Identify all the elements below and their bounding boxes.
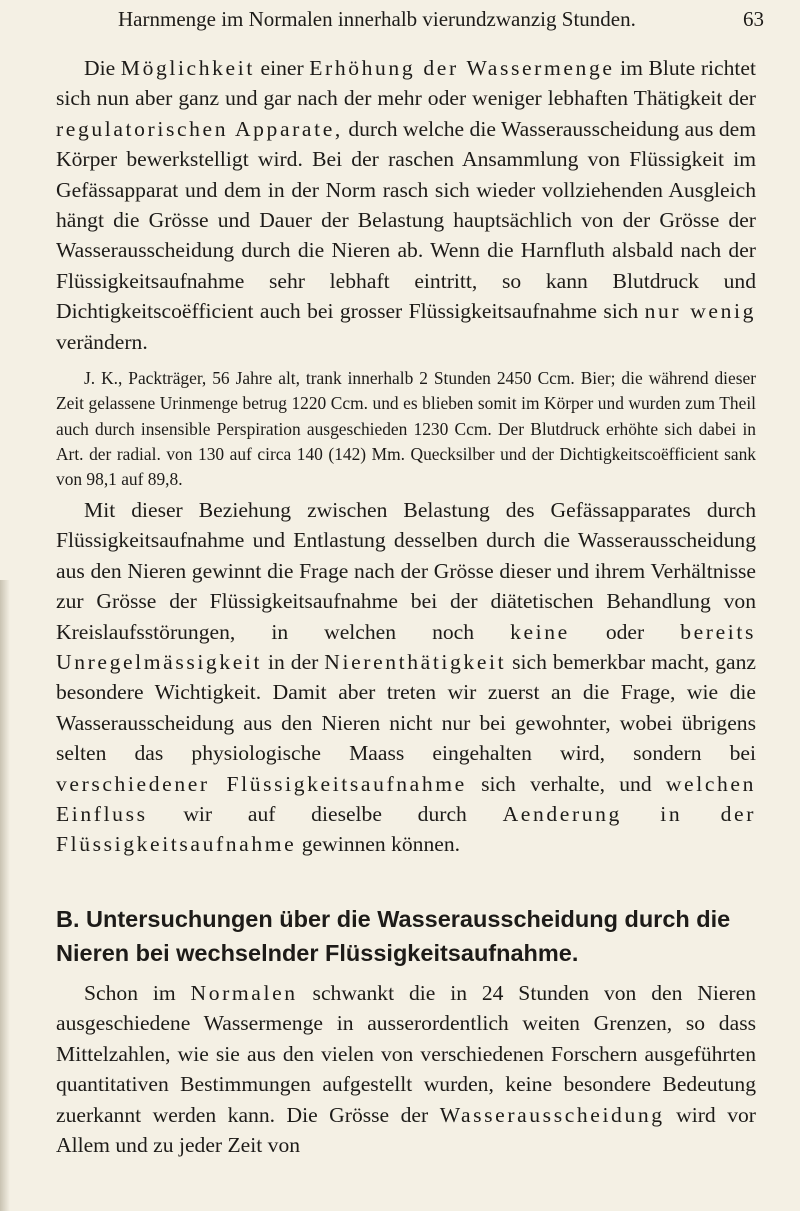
page-edge-shadow xyxy=(0,580,10,1211)
page-header xyxy=(56,4,764,34)
spaced-emphasis: Normalen xyxy=(190,981,298,1005)
spaced-emphasis: welchen Einfluss xyxy=(56,771,756,827)
page-number: 63 xyxy=(743,7,764,31)
spaced-emphasis: verschiedener Flüssigkeitsaufnahme xyxy=(56,771,467,796)
section-heading: B. Untersuchungen über die Wasserausscheidung durch die Nieren bei wechselnder Flüssigkeitsaufnahme. xyxy=(56,906,731,966)
text-run: Die xyxy=(84,56,121,80)
spaced-emphasis: Erhöhung der Wassermenge xyxy=(309,56,615,80)
text-run: einer xyxy=(254,56,310,80)
spaced-emphasis: bereits Unregelmässigkeit xyxy=(56,619,756,675)
text-run: sich bemerkbar macht, ganz besondere Wichtigkeit. Damit aber treten wir zuerst an die Frage, wie die Wasserausscheidung aus den Nieren nicht nur bei gewohnter, wobei übrigens selten das physiologische Maass eingehalten wird, sondern bei xyxy=(56,650,756,766)
text-run: verändern. xyxy=(56,329,148,354)
text-run: wir auf dieselbe durch xyxy=(147,802,503,827)
text-run: Mit dieser Beziehung zwischen Belastung des Gefässapparates durch Flüssigkeitsaufnahme und Entlastung desselben durch die Wasserausscheidung aus den Nieren gewinnt die Frage nach der Grösse dieser und ihrem Verhältnisse zur Grösse der Flüssigkeitsaufnahme bei der diätetischen Behandlung von Kreislaufsstörungen, in welchen noch xyxy=(56,498,756,644)
spaced-emphasis: Aenderung in der Flüssigkeitsaufnahme xyxy=(56,802,756,857)
case-note: J. K., Packträger, 56 Jahre alt, trank innerhalb 2 Stunden 2450 Ccm. Bier; die während dieser Zeit gelassene Urinmenge betrug 1220 Ccm. und es blieben somit im Körper und wurden zum Theil auch durch insensible Perspiration ausgeschieden 1230 Ccm. Der Blutdruck erhöhte sich dabei in Art. der radial. von 130 auf circa 140 (142) Mm. Quecksilber und der Dichtigkeitscoëfficient sank von 98,1 auf 89,8. xyxy=(56,368,756,490)
spaced-emphasis: keine xyxy=(510,619,570,644)
text-run: durch welche die Wasserausscheidung aus dem Körper bewerkstelligt wird. Bei der raschen Ansammlung von Flüssigkeit im Gefässapparat und dem in der Norm rasch sich wieder vollziehenden Ausgleich hängt die Grösse und Dauer der Belastung hauptsächlich von der Grösse der Wasserausscheidung durch die Nieren ab. Wenn die Harnfluth alsbald nach der Flüssigkeitsaufnahme sehr lebhaft eintritt, so kann Blutdruck und Dichtigkeitscoëfficient auch bei grosser Flüssigkeitsaufnahme sich xyxy=(56,116,756,324)
paragraph-possibility xyxy=(56,53,756,357)
spaced-emphasis: Möglichkeit xyxy=(120,56,255,80)
text-run: oder xyxy=(569,619,681,644)
spaced-emphasis: Wasserausscheidung xyxy=(439,1102,665,1127)
running-title: Harnmenge im Normalen innerhalb vierundzwanzig Stunden. xyxy=(118,7,636,31)
text-run: gewinnen können. xyxy=(296,832,461,857)
text-run: in der xyxy=(262,650,325,675)
paragraph-relation xyxy=(56,495,756,860)
paragraph-normal-variation xyxy=(56,978,756,1160)
text-run: wird vor Allem und zu jeder Zeit von xyxy=(56,1102,756,1158)
text-run: schwankt die in 24 Stunden von den Nieren ausgeschiedene Wassermenge in ausserordentlich weiten Grenzen, so dass Mittelzahlen, wie sie aus den vielen von verschiedenen Forschern ausgeführten quantitativen Bestimmungen aufgestellt wurden, keine besondere Bedeutung zuerkannt werden kann. Die Grösse der xyxy=(56,981,756,1127)
spaced-emphasis: regulatorischen Apparate, xyxy=(56,116,343,141)
text-run: sich verhalte, und xyxy=(466,771,666,796)
text-run: Schon im xyxy=(84,981,191,1005)
text-run: im Blute richtet sich nun aber ganz und gar nach der mehr oder weniger lebhaften Thätigkeit der xyxy=(56,56,757,111)
spaced-emphasis: Nierenthätigkeit xyxy=(324,650,507,675)
spaced-emphasis: nur wenig xyxy=(644,299,757,324)
